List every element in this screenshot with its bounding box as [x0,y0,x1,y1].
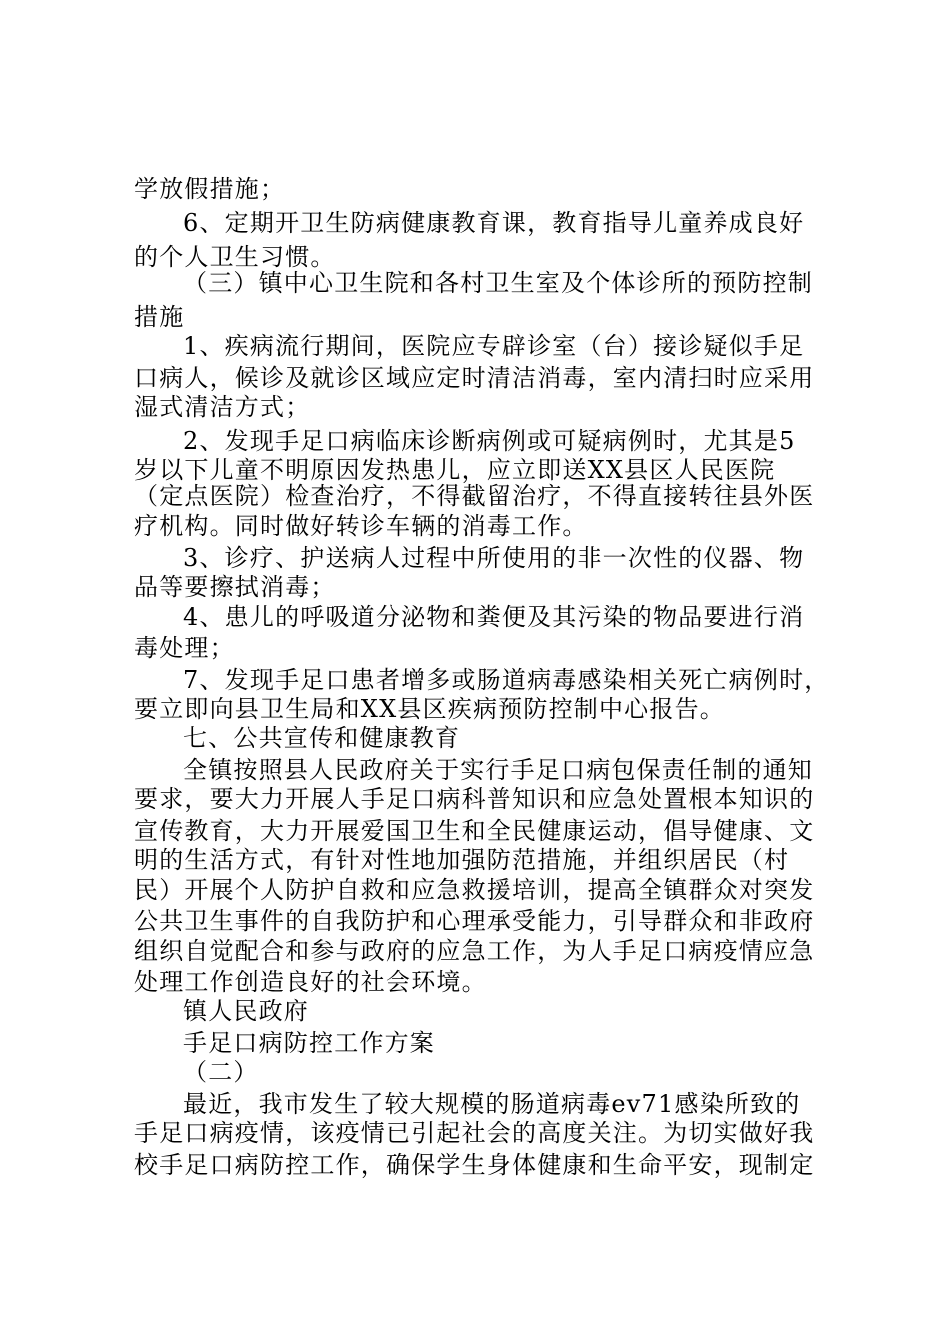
text-line: 最近，我市发生了较大规模的肠道病毒ev71感染所致的 [183,1090,801,1118]
text-line: （定点医院）检查治疗，不得截留治疗，不得直接转往县外医 [134,482,815,510]
text-line: 民）开展个人防护自救和应急救援培训，提高全镇群众对突发 [134,876,815,904]
text-line: 3、诊疗、护送病人过程中所使用的非一次性的仪器、物 [183,544,805,572]
section-heading: （三）镇中心卫生院和各村卫生室及个体诊所的预防控制 [183,269,813,297]
text-line: 校手足口病防控工作，确保学生身体健康和生命平安，现制定 [134,1151,815,1179]
text-line: 的个人卫生习惯。 [134,243,336,271]
text-line: 宣传教育，大力开展爱国卫生和全民健康运动，倡导健康、文 [134,817,815,845]
section-heading: 七、公共宣传和健康教育 [183,724,461,752]
text-line: 组织自觉配合和参与政府的应急工作，为人手足口病疫情应急 [134,937,815,965]
text-line: 口病人，候诊及就诊区域应定时清洁消毒，室内清扫时应采用 [134,364,815,392]
document-title: 手足口病防控工作方案 [183,1029,435,1057]
text-line: 1、疾病流行期间，医院应专辟诊室（台）接诊疑似手足 [183,332,805,360]
text-line: 全镇按照县人民政府关于实行手足口病包保责任制的通知 [183,756,813,784]
text-line: 2、发现手足口病临床诊断病例或可疑病例时，尤其是5 [183,427,796,455]
text-line: 品等要擦拭消毒； [134,573,336,601]
text-line: 要立即向县卫生局和XX县区疾病预防控制中心报告。 [134,695,725,723]
signature-line: 镇人民政府 [183,997,309,1025]
text-line: 湿式清洁方式； [134,393,311,421]
text-line: 岁以下儿童不明原因发热患儿，应立即送XX县区人民医院 [134,456,776,484]
text-line: 明的生活方式，有针对性地加强防范措施，并组织居民（村 [134,846,790,874]
text-line: 处理工作创造良好的社会环境。 [134,968,487,996]
text-line: 7、发现手足口患者增多或肠道病毒感染相关死亡病例时， [183,666,830,694]
text-line: 要求，要大力开展人手足口病科普知识和应急处置根本知识的 [134,785,815,813]
text-line: 4、患儿的呼吸道分泌物和粪便及其污染的物品要进行消 [183,603,805,631]
text-line: 毒处理； [134,634,235,662]
section-heading: 措施 [134,303,185,331]
text-line: 学放假措施； [134,175,286,203]
text-line: 手足口病疫情，该疫情已引起社会的高度关注。为切实做好我 [134,1119,815,1147]
text-line: 公共卫生事件的自我防护和心理承受能力，引导群众和非政府 [134,907,815,935]
text-line: 6、定期开卫生防病健康教育课，教育指导儿童养成良好 [183,209,805,237]
section-heading: （二） [183,1058,259,1086]
text-line: 疗机构。同时做好转诊车辆的消毒工作。 [134,512,588,540]
